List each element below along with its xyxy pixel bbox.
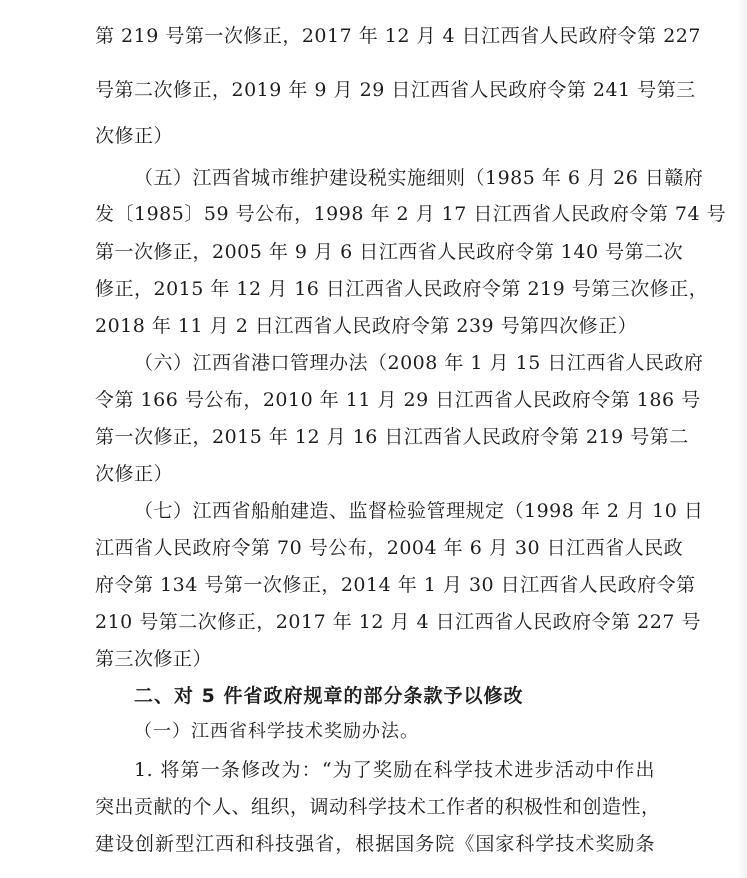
text-line: 建设创新型江西和科技强省，根据国务院《国家科学技术奖励条 xyxy=(95,833,655,855)
text-line: 2018 年 11 月 2 日江西省人民政府令第 239 号第四次修正） xyxy=(95,315,638,337)
text-line: 府令第 134 号第一次修正，2014 年 1 月 30 日江西省人民政府令第 xyxy=(95,574,696,596)
text-line: 号第二次修正，2019 年 9 月 29 日江西省人民政府令第 241 号第三 xyxy=(95,79,696,101)
text-line: （五）江西省城市维护建设税实施细则（1985 年 6 月 26 日赣府 xyxy=(134,167,704,189)
text-line: 江西省人民政府令第 70 号公布，2004 年 6 月 30 日江西省人民政 xyxy=(95,537,684,559)
subsection-title: （一）江西省科学技术奖励办法。 xyxy=(134,721,419,742)
scan-edge-shadow xyxy=(737,0,747,878)
text-line: 第 219 号第一次修正，2017 年 12 月 4 日江西省人民政府令第 227 xyxy=(95,25,701,47)
text-line: 突出贡献的个人、组织，调动科学技术工作者的积极性和创造性， xyxy=(95,796,661,818)
text-line: 1. 将第一条修改为：“为了奖励在科学技术进步活动中作出 xyxy=(134,759,655,781)
text-line: 第一次修正，2005 年 9 月 6 日江西省人民政府令第 140 号第二次 xyxy=(95,241,684,263)
text-line: （七）江西省船舶建造、监督检验管理规定（1998 年 2 月 10 日 xyxy=(134,500,704,522)
text-line: 次修正） xyxy=(95,125,174,147)
section-heading: 二、对 5 件省政府规章的部分条款予以修改 xyxy=(134,685,524,707)
text-line: 第三次修正） xyxy=(95,648,213,670)
text-line: 令第 166 号公布，2010 年 11 月 29 日江西省人民政府令第 186 号 xyxy=(95,389,701,411)
text-line: 修正，2015 年 12 月 16 日江西省人民政府令第 219 号第三次修正， xyxy=(95,278,709,300)
text-line: 次修正） xyxy=(95,463,174,485)
text-line: （六）江西省港口管理办法（2008 年 1 月 15 日江西省人民政府 xyxy=(134,352,704,374)
text-line: 210 号第二次修正，2017 年 12 月 4 日江西省人民政府令第 227 号 xyxy=(95,611,701,633)
text-line: 发〔1985〕59 号公布，1998 年 2 月 17 日江西省人民政府令第 74 号 xyxy=(95,203,727,225)
text-line: 第一次修正，2015 年 12 月 16 日江西省人民政府令第 219 号第二 xyxy=(95,426,689,448)
